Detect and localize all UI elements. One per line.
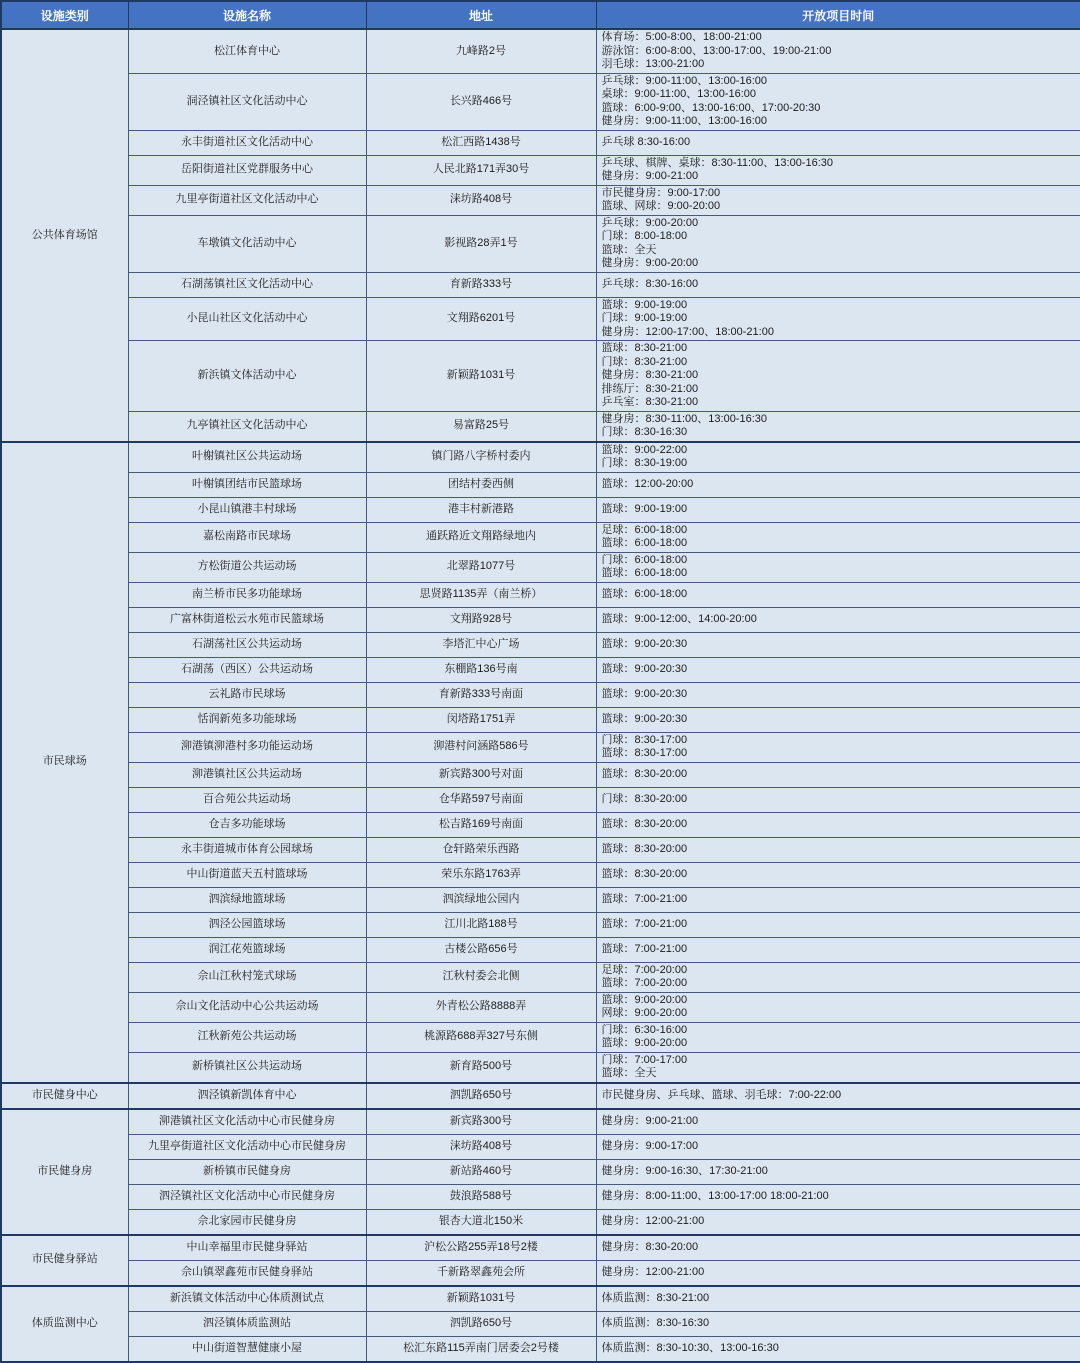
open-hours-cell [596, 1286, 1080, 1312]
open-hours-line: 篮球：7:00-21:00 [601, 942, 688, 955]
facility-name-cell: 松江体育中心 [128, 29, 366, 73]
address-cell: 港丰村新港路 [366, 497, 596, 522]
open-hours-line: 健身房：8:00-11:00、13:00-17:00 18:00-21:00 [601, 1189, 829, 1202]
open-hours-cell [596, 411, 1080, 442]
table-row [1, 1022, 1080, 1052]
open-hours-line: 篮球：7:00-21:00 [601, 917, 688, 930]
facility-name-cell: 润江花苑篮球场 [128, 937, 366, 962]
facility-name-cell: 泖港镇社区文化活动中心市民健身房 [128, 1109, 366, 1135]
open-hours-cell [596, 1235, 1080, 1261]
open-hours-line: 足球：6:00-18:00 [601, 523, 688, 536]
facility-name-cell: 叶榭镇社区公共运动场 [128, 442, 366, 473]
open-hours-cell [596, 552, 1080, 582]
open-hours-line: 篮球：6:00-9:00、13:00-16:00、17:00-20:30 [601, 101, 821, 114]
open-hours-cell [596, 341, 1080, 412]
address-cell: 松吉路169号南面 [366, 812, 596, 837]
address-cell: 松汇西路1438号 [366, 130, 596, 155]
open-hours-line: 篮球：7:00-20:00 [601, 977, 688, 989]
open-hours-line: 健身房：8:30-11:00、13:00-16:30 [601, 412, 767, 425]
open-hours-cell [596, 497, 1080, 522]
header-address: 地址 [366, 1, 596, 29]
open-hours-line: 篮球：全天 [601, 243, 657, 256]
address-cell: 银杏大道北150米 [366, 1209, 596, 1235]
open-hours-line: 篮球：7:00-21:00 [601, 892, 688, 905]
table-row [1, 411, 1080, 442]
table-row [1, 215, 1080, 272]
facility-name-cell: 中山街道蓝天五村篮球场 [128, 862, 366, 887]
open-hours-cell [596, 862, 1080, 887]
table-row [1, 1336, 1080, 1362]
open-hours-cell [596, 632, 1080, 657]
address-cell: 思贤路1135弄（南兰桥） [366, 582, 596, 607]
open-hours-line: 篮球：9:00-19:00 [601, 502, 688, 515]
open-hours-cell [596, 1311, 1080, 1336]
open-hours-line: 健身房：9:00-21:00 [601, 170, 699, 182]
open-hours-line: 体质监测：8:30-21:00 [601, 1291, 710, 1304]
table-row [1, 1235, 1080, 1261]
open-hours-cell [596, 682, 1080, 707]
address-cell: 影视路28弄1号 [366, 215, 596, 272]
address-cell: 新站路460号 [366, 1159, 596, 1184]
open-hours-cell [596, 992, 1080, 1022]
address-cell: 易富路25号 [366, 411, 596, 442]
table-row [1, 1134, 1080, 1159]
open-hours-line: 羽毛球：13:00-21:00 [601, 58, 705, 70]
category-cell: 市民健身驿站 [1, 1235, 128, 1286]
open-hours-cell [596, 937, 1080, 962]
table-row [1, 297, 1080, 341]
address-cell: 育新路333号 [366, 272, 596, 297]
facility-name-cell: 新桥镇市民健身房 [128, 1159, 366, 1184]
facility-name-cell: 佘北家园市民健身房 [128, 1209, 366, 1235]
facility-name-cell: 车墩镇文化活动中心 [128, 215, 366, 272]
address-cell: 新颖路1031号 [366, 341, 596, 412]
open-hours-cell [596, 73, 1080, 130]
open-hours-cell [596, 155, 1080, 185]
open-hours-cell [596, 787, 1080, 812]
open-hours-cell [596, 962, 1080, 992]
open-hours-line: 健身房：8:30-20:00 [601, 1240, 699, 1253]
open-hours-cell [596, 887, 1080, 912]
facility-name-cell: 小昆山镇港丰村球场 [128, 497, 366, 522]
address-cell: 文翔路928号 [366, 607, 596, 632]
open-hours-line: 健身房：9:00-21:00 [601, 1114, 699, 1127]
address-cell: 江川北路188号 [366, 912, 596, 937]
open-hours-line: 乒乓球：9:00-20:00 [601, 216, 699, 229]
open-hours-line: 篮球：9:00-20:00 [601, 1037, 688, 1049]
address-cell: 荣乐东路1763弄 [366, 862, 596, 887]
table-row [1, 607, 1080, 632]
address-cell: 育新路333号南面 [366, 682, 596, 707]
table-row [1, 155, 1080, 185]
open-hours-cell [596, 1022, 1080, 1052]
open-hours-cell [596, 1083, 1080, 1109]
open-hours-cell [596, 912, 1080, 937]
open-hours-line: 乒乓室：8:30-21:00 [601, 396, 699, 408]
open-hours-line: 市民健身房：9:00-17:00 [601, 186, 721, 199]
facility-name-cell: 方松街道公共运动场 [128, 552, 366, 582]
facility-name-cell: 九里亭街道社区文化活动中心 [128, 185, 366, 215]
address-cell: 泗滨绿地公园内 [366, 887, 596, 912]
open-hours-line: 篮球：8:30-20:00 [601, 767, 688, 780]
open-hours-cell [596, 582, 1080, 607]
open-hours-line: 门球：7:00-17:00 [601, 1053, 688, 1066]
table-row [1, 862, 1080, 887]
address-cell: 泖港村问涵路586号 [366, 732, 596, 762]
address-cell: 李塔汇中心广场 [366, 632, 596, 657]
open-hours-line: 门球：8:30-21:00 [601, 355, 688, 368]
open-hours-cell [596, 837, 1080, 862]
address-cell: 人民北路171弄30号 [366, 155, 596, 185]
table-row [1, 582, 1080, 607]
open-hours-line: 体育场：5:00-8:00、18:00-21:00 [601, 31, 762, 43]
address-cell: 松汇东路115弄南门居委会2号楼 [366, 1336, 596, 1362]
table-row [1, 992, 1080, 1022]
facility-name-cell: 石湖荡（西区）公共运动场 [128, 657, 366, 682]
open-hours-line: 乒乓球 8:30-16:00 [601, 135, 691, 148]
open-hours-cell [596, 522, 1080, 552]
table-row [1, 632, 1080, 657]
open-hours-line: 篮球：9:00-20:30 [601, 687, 688, 700]
facility-name-cell: 泗泾公园篮球场 [128, 912, 366, 937]
open-hours-line: 健身房：12:00-21:00 [601, 1265, 705, 1278]
address-cell: 新颖路1031号 [366, 1286, 596, 1312]
open-hours-cell [596, 130, 1080, 155]
open-hours-line: 网球：9:00-20:00 [601, 1007, 688, 1019]
facility-name-cell: 嘉松南路市民球场 [128, 522, 366, 552]
facility-name-cell: 石湖荡镇社区文化活动中心 [128, 272, 366, 297]
table-row [1, 837, 1080, 862]
address-cell: 鼓浪路588号 [366, 1184, 596, 1209]
open-hours-line: 篮球：6:00-18:00 [601, 567, 688, 579]
open-hours-line: 篮球：8:30-21:00 [601, 342, 688, 354]
open-hours-line: 体质监测：8:30-16:30 [601, 1316, 710, 1329]
facility-name-cell: 佘山镇翠鑫苑市民健身驿站 [128, 1260, 366, 1286]
open-hours-line: 篮球、网球：9:00-20:00 [601, 200, 721, 212]
table-row [1, 472, 1080, 497]
table-row [1, 1311, 1080, 1336]
open-hours-line: 乒乓球：8:30-16:00 [601, 277, 699, 290]
open-hours-line: 乒乓球、棋牌、桌球：8:30-11:00、13:00-16:30 [601, 156, 833, 169]
facility-name-cell: 中山幸福里市民健身驿站 [128, 1235, 366, 1261]
facility-name-cell: 南兰桥市民多功能球场 [128, 582, 366, 607]
facility-name-cell: 泖港镇社区公共运动场 [128, 762, 366, 787]
address-cell: 团结村委西侧 [366, 472, 596, 497]
table-row [1, 1052, 1080, 1083]
table-row [1, 497, 1080, 522]
facility-name-cell: 仓吉多功能球场 [128, 812, 366, 837]
category-cell: 体质监测中心 [1, 1286, 128, 1362]
table-row [1, 937, 1080, 962]
open-hours-line: 篮球：12:00-20:00 [601, 477, 694, 490]
open-hours-line: 健身房：9:00-16:30、17:30-21:00 [601, 1164, 768, 1177]
address-cell: 北翠路1077号 [366, 552, 596, 582]
open-hours-line: 篮球：9:00-20:30 [601, 712, 688, 725]
facility-name-cell: 云礼路市民球场 [128, 682, 366, 707]
address-cell: 东棚路136号南 [366, 657, 596, 682]
open-hours-line: 健身房：12:00-21:00 [601, 1214, 705, 1227]
open-hours-cell [596, 185, 1080, 215]
table-row [1, 73, 1080, 130]
open-hours-line: 健身房：9:00-17:00 [601, 1139, 699, 1152]
facility-name-cell: 永丰街道城市体育公园球场 [128, 837, 366, 862]
open-hours-line: 篮球：全天 [601, 1067, 657, 1079]
facility-name-cell: 泖港镇泖港村多功能运动场 [128, 732, 366, 762]
table-row [1, 1184, 1080, 1209]
open-hours-line: 门球：9:00-19:00 [601, 312, 688, 324]
open-hours-line: 健身房：9:00-11:00、13:00-16:00 [601, 115, 767, 127]
open-hours-line: 足球：7:00-20:00 [601, 963, 688, 976]
table-row [1, 1260, 1080, 1286]
open-hours-line: 游泳馆：6:00-8:00、13:00-17:00、19:00-21:00 [601, 44, 832, 57]
table-row [1, 812, 1080, 837]
table-row [1, 442, 1080, 473]
table-row [1, 1286, 1080, 1312]
address-cell: 涞坊路408号 [366, 1134, 596, 1159]
open-hours-line: 篮球：6:00-18:00 [601, 537, 688, 549]
open-hours-line: 排练厅：8:30-21:00 [601, 382, 699, 395]
open-hours-cell [596, 762, 1080, 787]
open-hours-cell [596, 1052, 1080, 1083]
open-hours-line: 篮球：8:30-17:00 [601, 747, 688, 759]
address-cell: 古楼公路656号 [366, 937, 596, 962]
facility-name-cell: 中山街道智慧健康小屋 [128, 1336, 366, 1362]
category-cell: 公共体育场馆 [1, 29, 128, 442]
address-cell: 闵塔路1751弄 [366, 707, 596, 732]
open-hours-cell [596, 812, 1080, 837]
facility-name-cell: 新桥镇社区公共运动场 [128, 1052, 366, 1083]
table-row [1, 657, 1080, 682]
table-row [1, 29, 1080, 73]
address-cell: 仓华路597号南面 [366, 787, 596, 812]
address-cell: 涞坊路408号 [366, 185, 596, 215]
open-hours-cell [596, 707, 1080, 732]
table-row [1, 762, 1080, 787]
facility-name-cell: 洞泾镇社区文化活动中心 [128, 73, 366, 130]
open-hours-line: 篮球：8:30-20:00 [601, 842, 688, 855]
open-hours-line: 门球：8:30-16:30 [601, 426, 688, 438]
facility-name-cell: 永丰街道社区文化活动中心 [128, 130, 366, 155]
open-hours-line: 健身房：9:00-20:00 [601, 257, 699, 269]
address-cell: 文翔路6201号 [366, 297, 596, 341]
open-hours-cell [596, 1336, 1080, 1362]
facility-name-cell: 九亭镇社区文化活动中心 [128, 411, 366, 442]
table-row [1, 522, 1080, 552]
table-row [1, 887, 1080, 912]
open-hours-cell [596, 29, 1080, 73]
facility-name-cell: 佘山江秋村笼式球场 [128, 962, 366, 992]
open-hours-line: 健身房：8:30-21:00 [601, 369, 699, 381]
open-hours-line: 篮球：9:00-20:30 [601, 637, 688, 650]
facility-name-cell: 佘山文化活动中心公共运动场 [128, 992, 366, 1022]
facility-name-cell: 广富林街道松云水苑市民篮球场 [128, 607, 366, 632]
facility-name-cell: 泗泾镇社区文化活动中心市民健身房 [128, 1184, 366, 1209]
open-hours-cell [596, 1134, 1080, 1159]
open-hours-cell [596, 472, 1080, 497]
open-hours-line: 门球：6:00-18:00 [601, 553, 688, 566]
facility-name-cell: 江秋新苑公共运动场 [128, 1022, 366, 1052]
open-hours-cell [596, 657, 1080, 682]
open-hours-line: 门球：8:00-18:00 [601, 230, 688, 242]
header-open-hours: 开放项目时间 [596, 1, 1080, 29]
open-hours-cell [596, 1109, 1080, 1135]
facility-name-cell: 泗泾镇体质监测站 [128, 1311, 366, 1336]
facility-name-cell: 小昆山社区文化活动中心 [128, 297, 366, 341]
address-cell: 通跃路近文翔路绿地内 [366, 522, 596, 552]
facility-name-cell: 百合苑公共运动场 [128, 787, 366, 812]
open-hours-cell [596, 732, 1080, 762]
table-row [1, 682, 1080, 707]
facility-name-cell: 恬润新苑多功能球场 [128, 707, 366, 732]
open-hours-line: 篮球：6:00-18:00 [601, 587, 688, 600]
facility-name-cell: 新浜镇文体活动中心 [128, 341, 366, 412]
table-row [1, 1159, 1080, 1184]
facility-name-cell: 叶榭镇团结市民篮球场 [128, 472, 366, 497]
open-hours-line: 篮球：9:00-22:00 [601, 443, 688, 456]
table-row [1, 185, 1080, 215]
address-cell: 江秋村委会北侧 [366, 962, 596, 992]
facility-name-cell: 新浜镇文体活动中心体质测试点 [128, 1286, 366, 1312]
facility-name-cell: 石湖荡社区公共运动场 [128, 632, 366, 657]
table-row [1, 732, 1080, 762]
open-hours-cell [596, 1209, 1080, 1235]
open-hours-line: 篮球：8:30-20:00 [601, 817, 688, 830]
open-hours-line: 篮球：8:30-20:00 [601, 867, 688, 880]
open-hours-line: 体质监测：8:30-10:30、13:00-16:30 [601, 1341, 779, 1354]
table-row [1, 1083, 1080, 1109]
open-hours-line: 门球：8:30-20:00 [601, 792, 688, 805]
open-hours-line: 门球：8:30-17:00 [601, 733, 688, 746]
address-cell: 仓轩路荣乐西路 [366, 837, 596, 862]
open-hours-cell [596, 442, 1080, 473]
address-cell: 长兴路466号 [366, 73, 596, 130]
facility-name-cell: 泗泾镇新凯体育中心 [128, 1083, 366, 1109]
category-cell: 市民健身中心 [1, 1083, 128, 1109]
address-cell: 新育路500号 [366, 1052, 596, 1083]
facility-name-cell: 泗滨绿地篮球场 [128, 887, 366, 912]
header-facility-name: 设施名称 [128, 1, 366, 29]
open-hours-line: 桌球：9:00-11:00、13:00-16:00 [601, 88, 756, 100]
address-cell: 新宾路300号对面 [366, 762, 596, 787]
category-cell: 市民健身房 [1, 1109, 128, 1235]
open-hours-line: 篮球：9:00-19:00 [601, 298, 688, 311]
table-row [1, 707, 1080, 732]
category-cell: 市民球场 [1, 442, 128, 1083]
address-cell: 外青松公路8888弄 [366, 992, 596, 1022]
open-hours-cell [596, 215, 1080, 272]
open-hours-cell [596, 297, 1080, 341]
address-cell: 镇门路八字桥村委内 [366, 442, 596, 473]
open-hours-line: 篮球：9:00-20:00 [601, 993, 688, 1006]
table-row [1, 787, 1080, 812]
open-hours-line: 健身房：12:00-17:00、18:00-21:00 [601, 325, 774, 338]
address-cell: 九峰路2号 [366, 29, 596, 73]
facility-name-cell: 岳阳街道社区党群服务中心 [128, 155, 366, 185]
header-facility-category: 设施类别 [1, 1, 128, 29]
open-hours-cell [596, 1260, 1080, 1286]
open-hours-line: 乒乓球：9:00-11:00、13:00-16:00 [601, 74, 767, 87]
table-row [1, 130, 1080, 155]
address-cell: 泗凯路650号 [366, 1083, 596, 1109]
address-cell: 千新路翠鑫苑会所 [366, 1260, 596, 1286]
table-row [1, 1109, 1080, 1135]
facilities-table-body [1, 29, 1080, 1362]
open-hours-line: 门球：8:30-19:00 [601, 457, 688, 469]
table-header-row [1, 1, 1080, 29]
facility-name-cell: 九里亭街道社区文化活动中心市民健身房 [128, 1134, 366, 1159]
table-row [1, 272, 1080, 297]
address-cell: 沪松公路255弄18号2楼 [366, 1235, 596, 1261]
table-row [1, 912, 1080, 937]
address-cell: 新宾路300号 [366, 1109, 596, 1135]
open-hours-line: 市民健身房、乒乓球、篮球、羽毛球：7:00-22:00 [601, 1088, 842, 1101]
open-hours-line: 篮球：9:00-20:30 [601, 662, 688, 675]
table-row [1, 341, 1080, 412]
open-hours-cell [596, 1184, 1080, 1209]
table-row [1, 1209, 1080, 1235]
address-cell: 泗凯路650号 [366, 1311, 596, 1336]
open-hours-line: 门球：6:30-16:00 [601, 1023, 688, 1036]
open-hours-cell [596, 607, 1080, 632]
open-hours-cell [596, 1159, 1080, 1184]
open-hours-cell [596, 272, 1080, 297]
open-hours-line: 篮球：9:00-12:00、14:00-20:00 [601, 612, 757, 625]
address-cell: 桃源路688弄327号东侧 [366, 1022, 596, 1052]
table-row [1, 962, 1080, 992]
table-row [1, 552, 1080, 582]
